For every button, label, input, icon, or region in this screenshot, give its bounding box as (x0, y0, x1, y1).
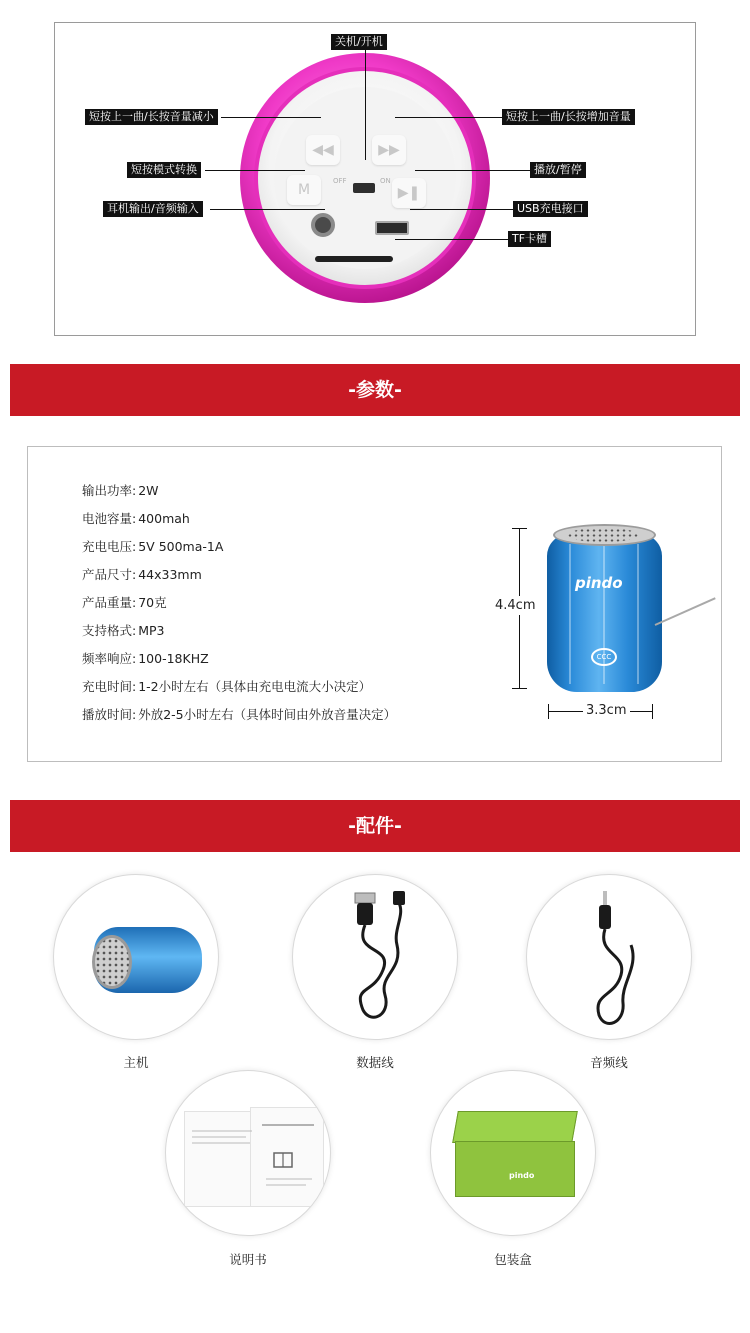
prev-button-icon: ◀◀ (306, 135, 340, 165)
width-dimension-cap-right (652, 704, 653, 719)
accessory-label: 音频线 (590, 1055, 628, 1070)
accessory-label: 数据线 (356, 1055, 394, 1070)
accessory-usb-cable (292, 874, 458, 1040)
spec-row: 充电时间: 1-2小时左右（具体由充电电流大小决定） (82, 679, 372, 694)
accessory-audio-cable (526, 874, 692, 1040)
label-prev: 短按上一曲/长按音量减小 (85, 109, 218, 125)
leader-earphone (210, 209, 325, 210)
specs-banner: -参数- (10, 364, 740, 416)
spec-row: 产品尺寸: 44x33mm (82, 567, 202, 582)
accessory-manual (165, 1070, 331, 1236)
label-play: 播放/暂停 (530, 162, 586, 178)
spec-row: 支持格式: MP3 (82, 623, 165, 638)
leader-next (395, 117, 502, 118)
speaker-rib (569, 544, 571, 684)
height-dimension-cap-bottom (512, 688, 527, 689)
accessories-banner: -配件- (10, 800, 740, 852)
accessory-label: 包装盒 (494, 1252, 532, 1267)
spec-row: 输出功率: 2W (82, 483, 159, 498)
main-unit-grill (92, 935, 132, 989)
next-button-icon: ▶▶ (372, 135, 406, 165)
width-dimension-label: 3.3cm (583, 703, 630, 718)
power-switch (353, 183, 375, 193)
tf-slot-icon (315, 256, 393, 262)
mode-button-icon: M (287, 175, 321, 205)
speaker-rib (637, 544, 639, 684)
button-diagram (54, 22, 696, 336)
label-power: 关机/开机 (331, 34, 387, 50)
audio-cable-icon (527, 875, 692, 1040)
speaker-grill (567, 528, 639, 542)
label-tf: TF卡槽 (508, 231, 551, 247)
spec-row: 充电电压: 5V 500ma-1A (82, 539, 224, 554)
on-mark: ON (380, 177, 391, 185)
height-dimension-cap-top (512, 528, 527, 529)
package-box-icon (455, 1111, 575, 1197)
leader-play (415, 170, 530, 171)
accessory-label: 主机 (123, 1055, 149, 1070)
leader-usb (410, 209, 513, 210)
leader-tf (395, 239, 508, 240)
leader-mode (205, 170, 305, 171)
earphone-jack-icon (311, 213, 335, 237)
label-next: 短按上一曲/长按增加音量 (502, 109, 635, 125)
height-dimension-label: 4.4cm (495, 598, 536, 613)
accessory-main-unit (53, 874, 219, 1040)
play-pause-button-icon: ▶❚ (392, 178, 426, 208)
spec-row: 频率响应: 100-18KHZ (82, 651, 209, 666)
leader-power (365, 50, 366, 160)
box-top-face (452, 1111, 578, 1143)
label-mode: 短按模式转换 (127, 162, 201, 178)
label-usb: USB充电接口 (513, 201, 588, 217)
spec-row: 产品重量: 70克 (82, 595, 167, 610)
box-front-face (455, 1141, 575, 1197)
leader-prev (221, 117, 321, 118)
off-mark: OFF (333, 177, 347, 185)
certification-mark-icon: CCC (591, 648, 617, 666)
spec-row: 电池容量: 400mah (82, 511, 190, 526)
manual-book-icon (166, 1071, 331, 1236)
usb-cable-icon (293, 875, 458, 1040)
accessory-box (430, 1070, 596, 1236)
accessory-label: 说明书 (229, 1252, 267, 1267)
brand-logo: pindo (575, 574, 623, 592)
spec-row: 播放时间: 外放2-5小时左右（具体时间由外放音量决定） (82, 707, 397, 722)
usb-port-icon (375, 221, 409, 235)
box-logo-mark: pindo (509, 1171, 535, 1180)
label-earphone: 耳机输出/音频输入 (103, 201, 203, 217)
width-dimension-cap-left (548, 704, 549, 719)
speaker-product-image (547, 524, 662, 692)
